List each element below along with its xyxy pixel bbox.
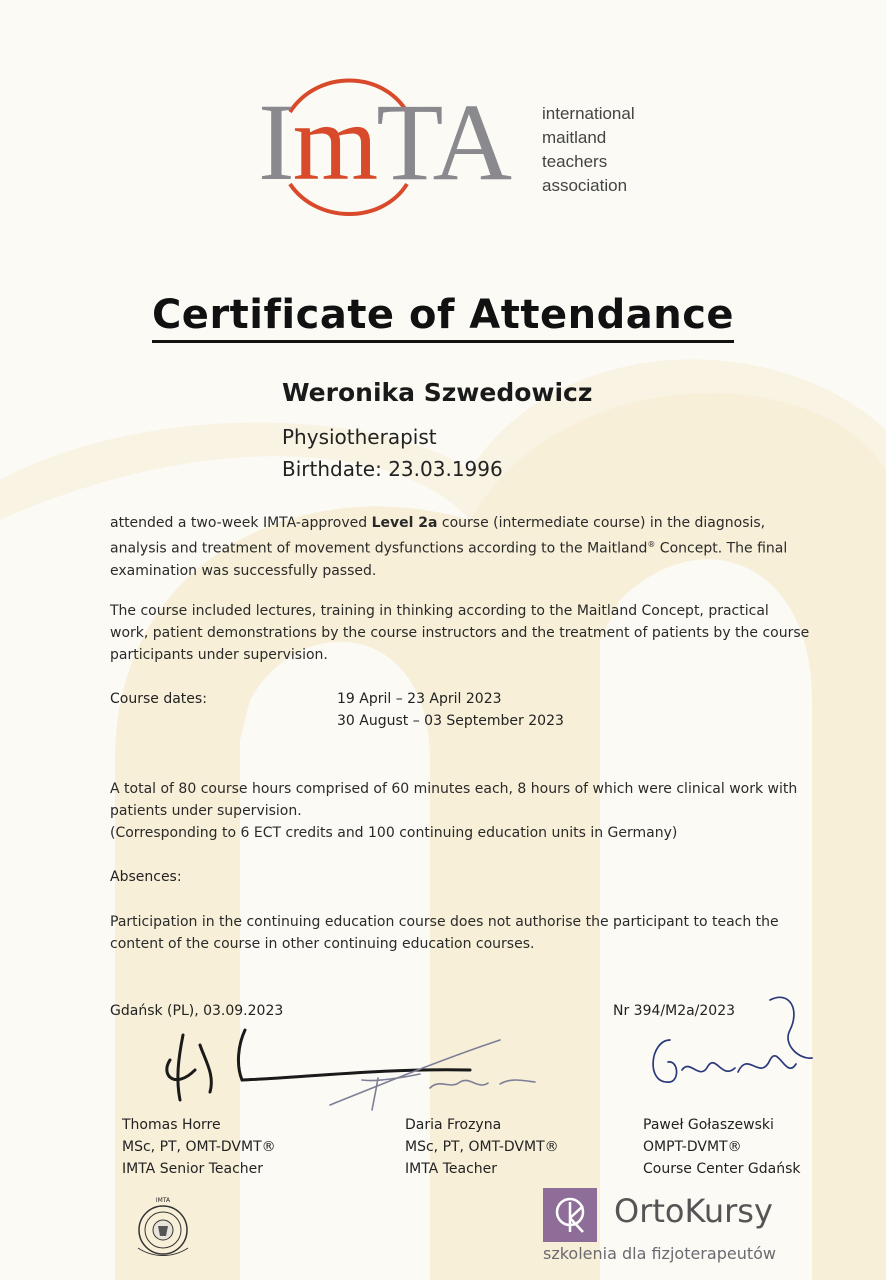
course-level: Level 2a xyxy=(371,515,438,531)
seal-label: IMTA xyxy=(155,1197,171,1204)
recipient-name: Weronika Szwedowicz xyxy=(282,378,593,407)
signer-credentials: MSc, PT, OMT-DVMT® xyxy=(122,1139,276,1155)
credits-text: (Corresponding to 6 ECT credits and 100 continuing education units in Germany) xyxy=(110,825,678,841)
signature-pawel-golaszewski xyxy=(653,997,812,1082)
course-dates-label: Course dates: xyxy=(110,691,207,707)
logo-letter-m: m xyxy=(292,81,377,203)
course-date-range: 19 April – 23 April 2023 xyxy=(337,691,502,707)
association-line: maitland xyxy=(542,128,607,147)
course-date-range: 30 August – 03 September 2023 xyxy=(337,713,564,729)
ortokursy-brand: OrtoKursy xyxy=(614,1192,773,1230)
disclaimer-paragraph: Participation in the continuing education course does not authorise the participant to teach the content of the course in other continuing education courses. xyxy=(110,914,779,952)
certificate-title-text: Certificate of Attendance xyxy=(152,292,734,343)
p1-before: attended a two-week IMTA-approved xyxy=(110,515,372,531)
p1-after: Concept. The final examination was successfully passed. xyxy=(110,540,788,579)
signer-role: IMTA Teacher xyxy=(405,1161,498,1177)
signer-credentials: OMPT-DVMT® xyxy=(643,1139,742,1155)
course-hours-text: A total of 80 course hours comprised of 60 minutes each, 8 hours of which were clinical work with patients under supervision. xyxy=(110,781,798,819)
association-line: teachers xyxy=(542,152,608,171)
ortokursy-tagline: szkolenia dla fizjoterapeutów xyxy=(543,1244,776,1263)
p1-mid: course (intermediate course) in the diagnosis, analysis and treatment of movement dysfunctions according to the Maitland xyxy=(110,515,766,557)
course-content-paragraph: The course included lectures, training in thinking according to the Maitland Concept, practical work, patient demonstrations by the course instructors and the treatment of patients by the course participants under supervision. xyxy=(110,603,810,663)
logo-letters-ta: TA xyxy=(376,81,511,203)
signature-thomas-horre xyxy=(167,1030,470,1100)
signer-name: Paweł Gołaszewski xyxy=(643,1117,774,1133)
signer-credentials: MSc, PT, OMT-DVMT® xyxy=(405,1139,559,1155)
logo-letter-i: I xyxy=(258,81,293,203)
signature-daria-frozyna xyxy=(330,1040,535,1110)
registered-mark: ® xyxy=(647,540,656,549)
association-line: international xyxy=(542,104,635,123)
signer-role: IMTA Senior Teacher xyxy=(122,1161,264,1177)
association-line: association xyxy=(542,176,628,195)
recipient-profession: Physiotherapist xyxy=(282,425,437,449)
recipient-birthdate: Birthdate: 23.03.1996 xyxy=(282,457,503,481)
absences-label: Absences: xyxy=(110,869,182,885)
signer-role: Course Center Gdańsk xyxy=(643,1161,801,1177)
signer-name: Daria Frozyna xyxy=(405,1117,502,1133)
signer-name: Thomas Horre xyxy=(122,1117,221,1133)
place-and-date: Gdańsk (PL), 03.09.2023 xyxy=(110,1003,284,1019)
certificate-number: Nr 394/M2a/2023 xyxy=(613,1003,736,1019)
